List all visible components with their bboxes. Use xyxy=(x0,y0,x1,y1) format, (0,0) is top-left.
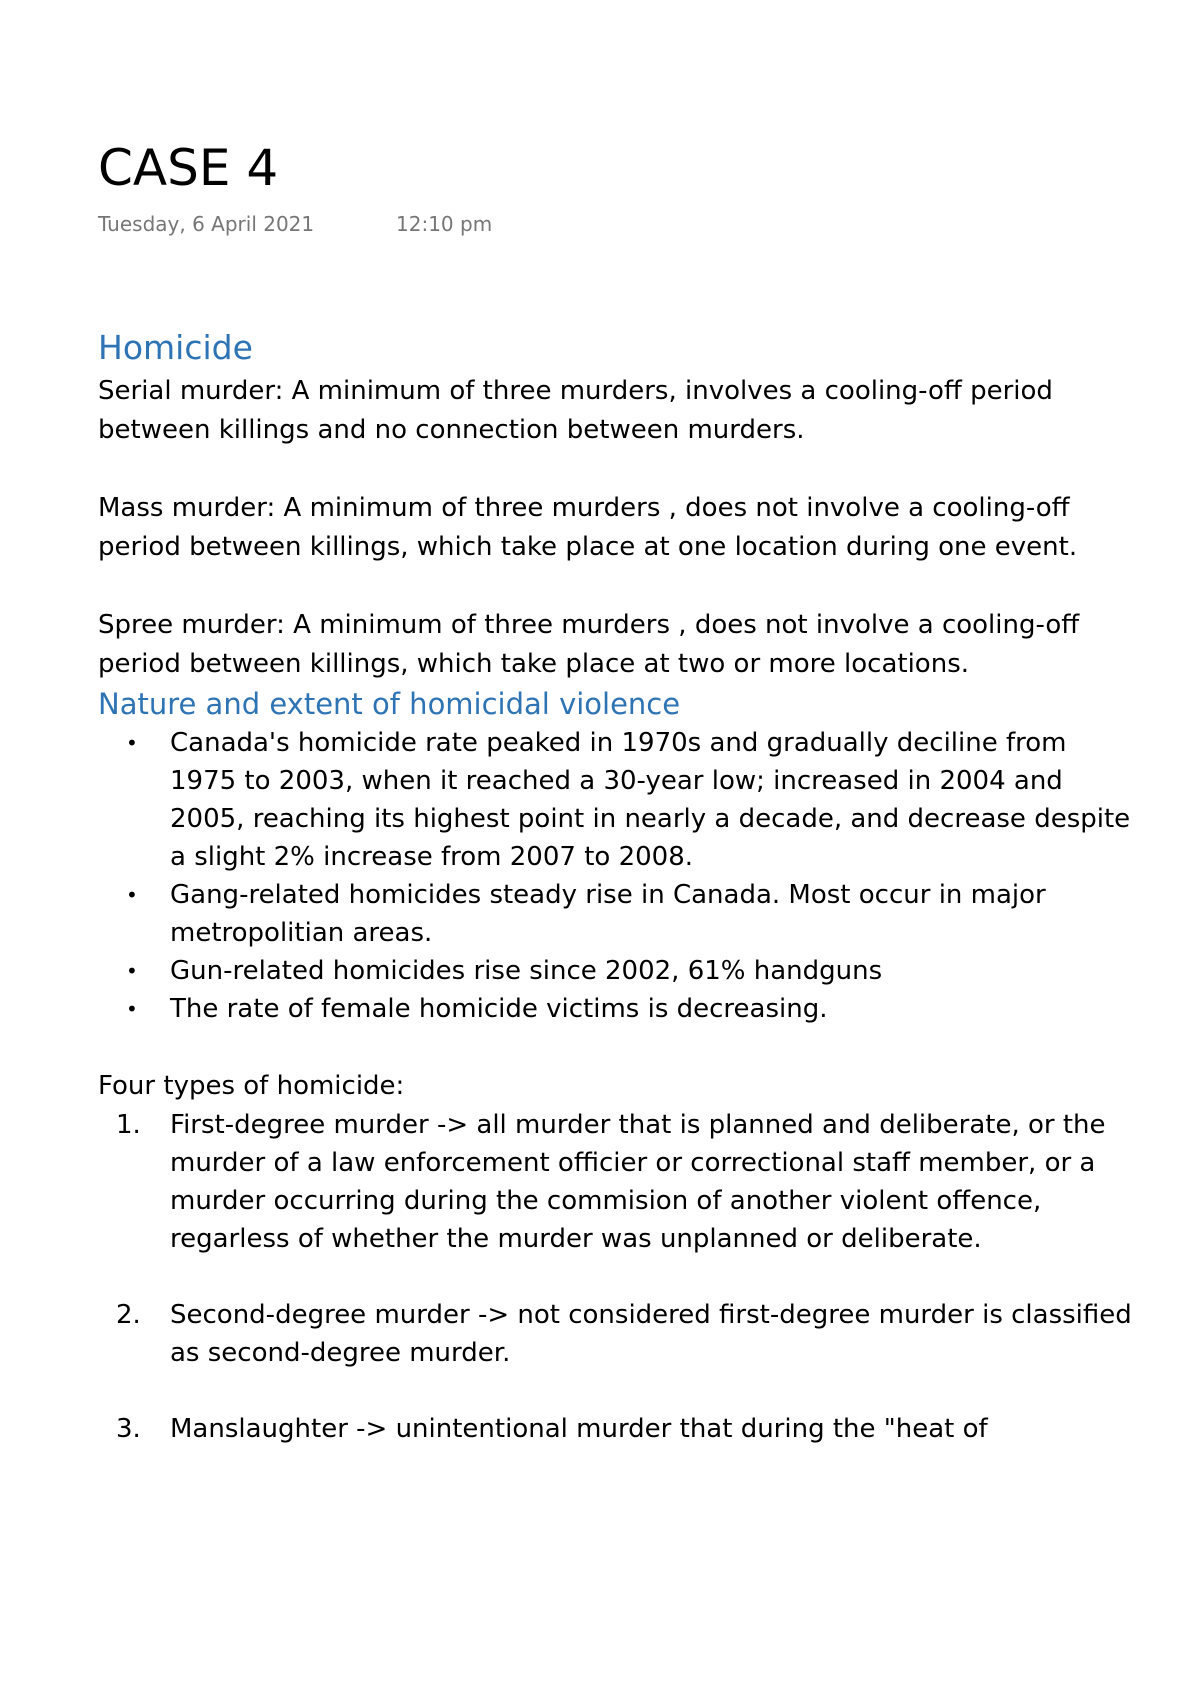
bullet-icon: • xyxy=(126,731,138,755)
list-item xyxy=(98,1410,1138,1448)
page-title: CASE 4 xyxy=(98,139,279,197)
paragraph-spree-murder: Spree murder: A minimum of three murders , does not involve a cooling-off period between killings, which take place at two or more locations. xyxy=(98,610,1080,679)
list-item-text: Gang-related homicides steady rise in Canada. Most occur in major metropolitian areas. xyxy=(170,880,1046,948)
paragraph-types-intro: Four types of homicide: xyxy=(98,1071,405,1101)
list-item-text: Canada's homicide rate peaked in 1970s and gradually deciline from 1975 to 2003, when it reached a 30-year low; increased in 2004 and 2005, reaching its highest point in nearly a decade, and decrease despite a slight 2% increase from 2007 to 2008. xyxy=(170,728,1131,872)
note-body xyxy=(98,324,1138,1448)
heading-homicide: Homicide xyxy=(98,328,253,367)
list-item-text: First-degree murder -> all murder that is planned and deliberate, or the murder of a law enforcement officier or correctional staff member, or a murder occurring during the commision of another violent offence, regarless of whether the murder was unplanned or deliberate. xyxy=(170,1110,1106,1254)
numbered-list xyxy=(98,1106,1138,1448)
list-item xyxy=(98,724,1138,876)
paragraph-serial-murder: Serial murder: A minimum of three murders, involves a cooling-off period between killings and no connection between murders. xyxy=(98,376,1053,445)
note-timestamp xyxy=(98,212,493,236)
heading-nature-extent: Nature and extent of homicidal violence xyxy=(98,687,681,721)
list-item-text: Second-degree murder -> not considered first-degree murder is classified as second-degree murder. xyxy=(170,1300,1132,1368)
list-number: 2. xyxy=(116,1300,141,1330)
list-item xyxy=(98,1296,1138,1372)
bullet-icon: • xyxy=(126,959,138,983)
list-item xyxy=(98,990,1138,1028)
list-item xyxy=(98,1106,1138,1258)
bullet-icon: • xyxy=(126,997,138,1021)
note-date: Tuesday, 6 April 2021 xyxy=(98,212,315,236)
bullet-list xyxy=(98,724,1138,1028)
list-number: 3. xyxy=(116,1414,141,1444)
note-time: 12:10 pm xyxy=(396,212,493,236)
paragraph-mass-murder: Mass murder: A minimum of three murders , does not involve a cooling-off period between killings, which take place at one location during one event. xyxy=(98,493,1078,562)
list-item xyxy=(98,876,1138,952)
list-item-text: The rate of female homicide victims is decreasing. xyxy=(170,994,828,1024)
list-number: 1. xyxy=(116,1110,141,1140)
bullet-icon: • xyxy=(126,883,138,907)
list-item-text: Manslaughter -> unintentional murder that during the "heat of xyxy=(170,1414,988,1444)
list-item-text: Gun-related homicides rise since 2002, 61% handguns xyxy=(170,956,883,986)
list-item xyxy=(98,952,1138,990)
